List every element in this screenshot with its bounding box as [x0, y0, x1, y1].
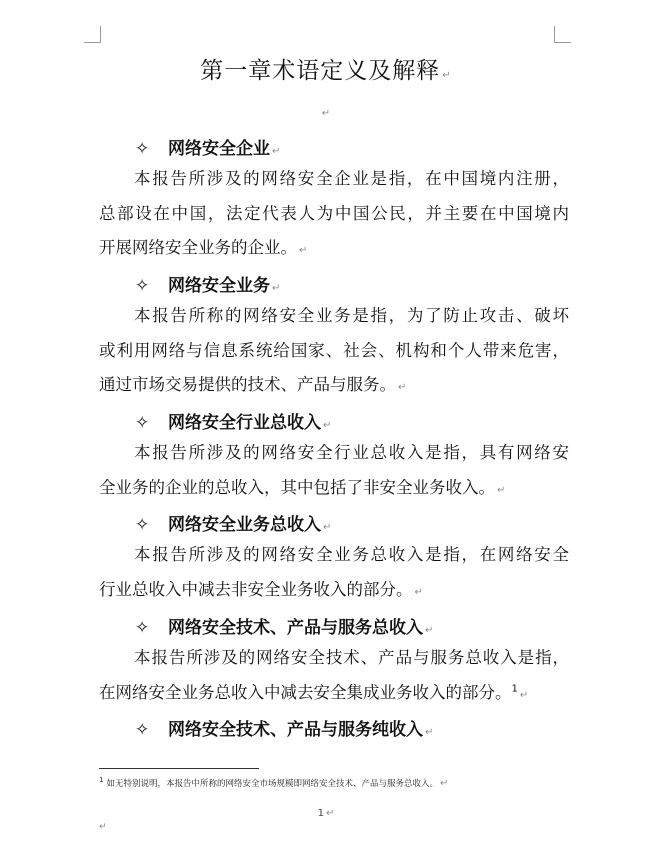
- diamond-bullet-icon: ✧: [135, 413, 150, 433]
- page-title: [0, 52, 652, 85]
- section-heading-text: 网络安全行业总收入: [168, 413, 321, 433]
- section-body: [99, 436, 569, 508]
- footnote-reference[interactable]: 1: [511, 683, 518, 694]
- body-line: 行业总收入中减去非安全业务收入的部分。 ↵: [99, 579, 423, 599]
- paragraph-mark-icon: ↵: [398, 382, 407, 393]
- diamond-bullet-icon: ✧: [135, 276, 150, 296]
- section-heading: [135, 271, 280, 296]
- section-heading-text: 网络安全业务: [168, 276, 270, 296]
- body-line: 本报告所涉及的网络安全技术、产品与服务总收入是指，: [134, 648, 569, 667]
- diamond-bullet-icon: ✧: [135, 618, 150, 638]
- body-line: 本报告所涉及的网络安全业务总收入是指，在网络安全: [134, 545, 569, 564]
- section-heading-text: 网络安全技术、产品与服务纯收入: [168, 720, 423, 740]
- paragraph-mark-icon: ↵: [425, 625, 434, 636]
- paragraph-mark-icon: ↵: [442, 70, 452, 81]
- page-title-text: 第一章术语定义及解释: [200, 58, 441, 84]
- paragraph-mark-icon: ↵: [325, 808, 335, 819]
- section-body: [99, 538, 569, 610]
- section-heading: [135, 715, 433, 740]
- body-line: 在网络安全业务总收入中减去安全集成业务收入的部分。$^1$↵: [99, 682, 529, 702]
- section-body: [99, 299, 569, 406]
- paragraph-mark-icon: ↵: [497, 484, 506, 496]
- paragraph-mark-icon: ↵: [425, 727, 434, 738]
- paragraph-mark-icon: ↵: [299, 245, 308, 256]
- body-line: 本报告所涉及的网络安全企业是指，在中国境内注册，: [134, 169, 569, 188]
- diamond-bullet-icon: ✧: [135, 720, 150, 740]
- section-heading-text: 网络安全业务总收入: [168, 515, 321, 535]
- paragraph-mark-icon: ↵: [272, 146, 281, 157]
- page-corner-mark-top-right: [554, 26, 571, 43]
- section-heading-text: 网络安全技术、产品与服务总收入: [168, 618, 423, 638]
- body-line: 本报告所称的网络安全业务是指，为了防止攻击、破坏: [134, 306, 569, 325]
- paragraph-mark-icon: ↵: [519, 689, 529, 701]
- section-heading: [135, 510, 331, 535]
- body-line: 总部设在中国，法定代表人为中国公民，并主要在中国境内: [99, 203, 569, 223]
- page-corner-mark-top-left: [84, 26, 101, 43]
- footnote: [99, 777, 448, 789]
- section-heading: [135, 134, 280, 159]
- footnote-separator: [99, 768, 259, 769]
- section-body: [99, 162, 569, 269]
- body-line: 本报告所涉及的网络安全行业总收入是指，具有网络安: [134, 443, 569, 462]
- footnote-text: 如无特别说明，本报告中所称的网络安全市场规模即网络安全技术、产品与服务总收入。: [106, 779, 438, 789]
- paragraph-mark-icon: ↵: [272, 283, 281, 294]
- page-number-text: 1: [317, 808, 324, 819]
- page-number: [0, 808, 652, 819]
- body-line: 或利用网络与信息系统给国家、社会、机构和个人带来危害，: [99, 340, 569, 360]
- section-heading-text: 网络安全企业: [168, 139, 270, 159]
- paragraph-mark-icon: ↵: [439, 778, 449, 789]
- body-line: 通过市场交易提供的技术、产品与服务。 ↵: [99, 375, 407, 394]
- empty-paragraph-mark-icon: ↵: [99, 822, 107, 832]
- body-line: 全业务的企业的总收入，其中包括了非安全业务收入。 ↵: [99, 477, 506, 497]
- empty-paragraph-mark-icon: ↵: [321, 108, 331, 119]
- body-line: 开展网络安全业务的企业。 ↵: [99, 238, 308, 257]
- paragraph-mark-icon: ↵: [414, 586, 423, 598]
- section-heading: [135, 408, 331, 433]
- section-heading: [135, 613, 433, 638]
- paragraph-mark-icon: ↵: [323, 522, 332, 533]
- diamond-bullet-icon: ✧: [135, 139, 150, 159]
- paragraph-mark-icon: ↵: [323, 420, 332, 431]
- section-body: [99, 641, 569, 713]
- footnote-number: 1: [99, 776, 104, 785]
- diamond-bullet-icon: ✧: [135, 515, 150, 535]
